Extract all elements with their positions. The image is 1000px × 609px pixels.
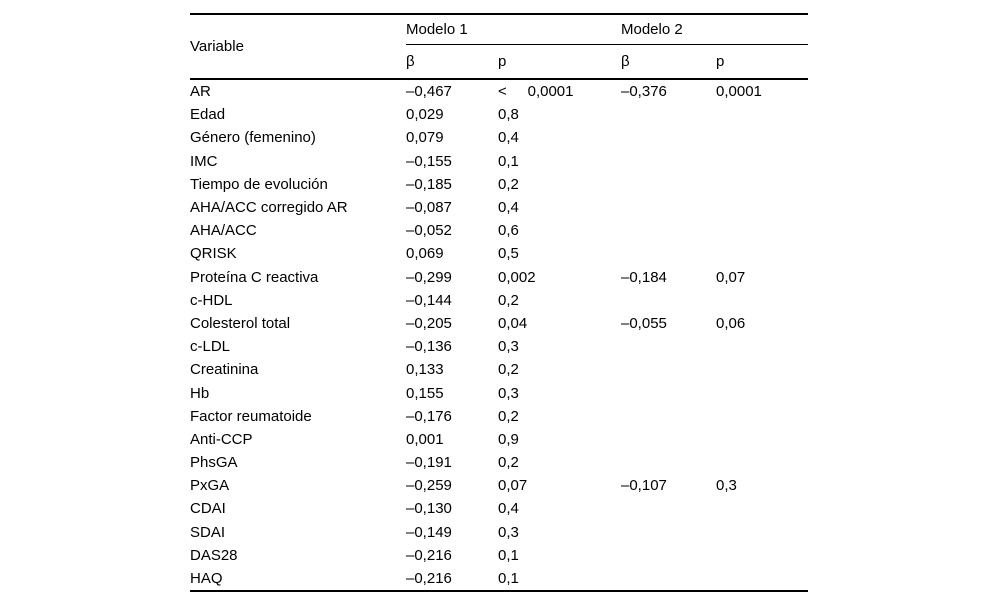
model1-p-cell: 0,2 (498, 175, 519, 193)
model2-p-cell (716, 405, 808, 428)
col-header-variable: Variable (190, 14, 406, 79)
variable-cell: AHA/ACC corregido AR (190, 199, 348, 217)
model1-beta-cell: –0,052 (406, 222, 452, 240)
table-header (190, 14, 808, 79)
variable-cell: Anti-CCP (190, 430, 253, 448)
model1-p-cell: 0,2 (498, 407, 519, 425)
model1-p-cell: 0,2 (498, 454, 519, 472)
variable-cell: Tiempo de evolución (190, 175, 328, 193)
model1-beta-cell: –0,185 (406, 175, 452, 193)
col-header-model2-beta: β (621, 45, 716, 80)
model1-p-cell: 0,5 (498, 245, 519, 263)
model2-beta-cell (621, 126, 716, 149)
col-header-model1-beta: β (406, 45, 498, 80)
model1-beta-cell: –0,259 (406, 477, 452, 495)
model2-p-cell (716, 173, 808, 196)
model1-beta-cell: 0,079 (406, 129, 444, 147)
variable-cell: c-HDL (190, 291, 233, 309)
model2-beta-cell (621, 219, 716, 242)
model1-p-cell: 0,8 (498, 106, 519, 124)
model2-beta-cell (621, 289, 716, 312)
col-header-model1-p: p (498, 45, 621, 80)
variable-cell: Creatinina (190, 361, 259, 379)
model1-p-cell: 0,4 (498, 500, 519, 518)
variable-cell: Hb (190, 384, 210, 402)
model1-p-cell: < 0,0001 (498, 83, 574, 101)
table-row (190, 567, 808, 591)
model2-p-cell (716, 242, 808, 265)
variable-cell: DAS28 (190, 546, 238, 564)
model1-beta-cell: 0,133 (406, 361, 444, 379)
model2-beta-cell (621, 428, 716, 451)
model1-p-cell: 0,04 (498, 314, 528, 332)
col-header-model2: Modelo 2 (621, 14, 808, 45)
model1-p-cell: 0,07 (498, 477, 528, 495)
model2-beta-cell: –0,376 (621, 83, 667, 101)
model2-beta-cell: –0,055 (621, 314, 667, 332)
model2-p-cell (716, 289, 808, 312)
model1-p-cell: 0,2 (498, 361, 519, 379)
model2-p-cell (716, 126, 808, 149)
table-row (190, 521, 808, 544)
variable-cell: Factor reumatoide (190, 407, 312, 425)
variable-cell: c-LDL (190, 338, 231, 356)
model1-beta-cell: –0,144 (406, 291, 452, 309)
model1-beta-cell: 0,069 (406, 245, 444, 263)
model2-beta-cell: –0,184 (621, 268, 667, 286)
variable-cell: AHA/ACC (190, 222, 257, 240)
regression-table-container (190, 13, 808, 592)
model2-p-cell (716, 381, 808, 404)
table-row (190, 126, 808, 149)
model2-beta-cell (621, 173, 716, 196)
model2-p-cell (716, 567, 808, 591)
model1-p-cell: 0,1 (498, 570, 519, 588)
model2-p-cell (716, 335, 808, 358)
table-row (190, 266, 808, 289)
model1-beta-cell: –0,191 (406, 454, 452, 472)
model1-p-cell: 0,3 (498, 338, 519, 356)
model1-beta-cell: –0,136 (406, 338, 452, 356)
model2-p-cell (716, 521, 808, 544)
table-row (190, 173, 808, 196)
model2-p-cell: 0,0001 (716, 83, 762, 101)
model2-beta-cell (621, 381, 716, 404)
col-header-model2-p: p (716, 45, 808, 80)
model2-beta-cell (621, 196, 716, 219)
model2-p-cell: 0,3 (716, 477, 737, 495)
model2-p-cell (716, 358, 808, 381)
table-row (190, 358, 808, 381)
table-row (190, 405, 808, 428)
model1-p-cell: 0,4 (498, 199, 519, 217)
variable-cell: QRISK (190, 245, 237, 263)
model2-beta-cell: –0,107 (621, 477, 667, 495)
table-row (190, 79, 808, 103)
model2-beta-cell (621, 567, 716, 591)
table-row (190, 289, 808, 312)
model2-p-cell (716, 196, 808, 219)
table-row (190, 544, 808, 567)
model1-beta-cell: –0,149 (406, 523, 452, 541)
model1-p-cell: 0,2 (498, 291, 519, 309)
table-header-row-models (190, 14, 808, 45)
model1-beta-cell: –0,205 (406, 314, 452, 332)
model1-p-cell: 0,1 (498, 546, 519, 564)
model1-beta-cell: –0,467 (406, 83, 452, 101)
table-row (190, 381, 808, 404)
table-row (190, 335, 808, 358)
model1-beta-cell: –0,087 (406, 199, 452, 217)
model1-p-cell: 0,1 (498, 152, 519, 170)
model2-p-cell (716, 544, 808, 567)
model2-p-cell: 0,06 (716, 314, 746, 332)
col-header-model1: Modelo 1 (406, 14, 621, 45)
model1-p-cell: 0,3 (498, 523, 519, 541)
table-row (190, 219, 808, 242)
model2-beta-cell (621, 150, 716, 173)
table-row (190, 428, 808, 451)
model2-beta-cell (621, 335, 716, 358)
model2-beta-cell (621, 497, 716, 520)
model2-p-cell: 0,07 (716, 268, 746, 286)
model2-beta-cell (621, 242, 716, 265)
model1-p-cell: 0,9 (498, 430, 519, 448)
table-row (190, 103, 808, 126)
model2-beta-cell (621, 358, 716, 381)
variable-cell: HAQ (190, 570, 223, 588)
model2-beta-cell (621, 451, 716, 474)
regression-table (190, 13, 808, 592)
variable-cell: SDAI (190, 523, 226, 541)
variable-cell: Género (femenino) (190, 129, 316, 147)
model1-beta-cell: –0,155 (406, 152, 452, 170)
variable-cell: AR (190, 83, 211, 101)
table-row (190, 242, 808, 265)
model2-p-cell (716, 219, 808, 242)
model1-p-cell: 0,3 (498, 384, 519, 402)
model1-beta-cell: 0,029 (406, 106, 444, 124)
table-row (190, 497, 808, 520)
model2-p-cell (716, 428, 808, 451)
model1-beta-cell: –0,216 (406, 570, 452, 588)
table-row (190, 150, 808, 173)
model1-p-cell: 0,4 (498, 129, 519, 147)
variable-cell: Colesterol total (190, 314, 291, 332)
variable-cell: PxGA (190, 477, 230, 495)
variable-cell: PhsGA (190, 454, 238, 472)
model1-beta-cell: –0,299 (406, 268, 452, 286)
model1-beta-cell: –0,176 (406, 407, 452, 425)
model2-beta-cell (621, 103, 716, 126)
table-body (190, 79, 808, 591)
model1-p-cell: 0,002 (498, 268, 536, 286)
table-row (190, 312, 808, 335)
variable-cell: Edad (190, 106, 226, 124)
model1-beta-cell: 0,001 (406, 430, 444, 448)
model2-p-cell (716, 497, 808, 520)
model1-beta-cell: 0,155 (406, 384, 444, 402)
variable-cell: CDAI (190, 500, 226, 518)
table-row (190, 474, 808, 497)
model2-p-cell (716, 150, 808, 173)
model1-beta-cell: –0,130 (406, 500, 452, 518)
variable-cell: IMC (190, 152, 218, 170)
variable-cell: Proteína C reactiva (190, 268, 319, 286)
table-row (190, 451, 808, 474)
model2-p-cell (716, 451, 808, 474)
model1-beta-cell: –0,216 (406, 546, 452, 564)
model2-beta-cell (621, 544, 716, 567)
model1-p-cell: 0,6 (498, 222, 519, 240)
model2-beta-cell (621, 521, 716, 544)
table-row (190, 196, 808, 219)
model2-p-cell (716, 103, 808, 126)
model2-beta-cell (621, 405, 716, 428)
